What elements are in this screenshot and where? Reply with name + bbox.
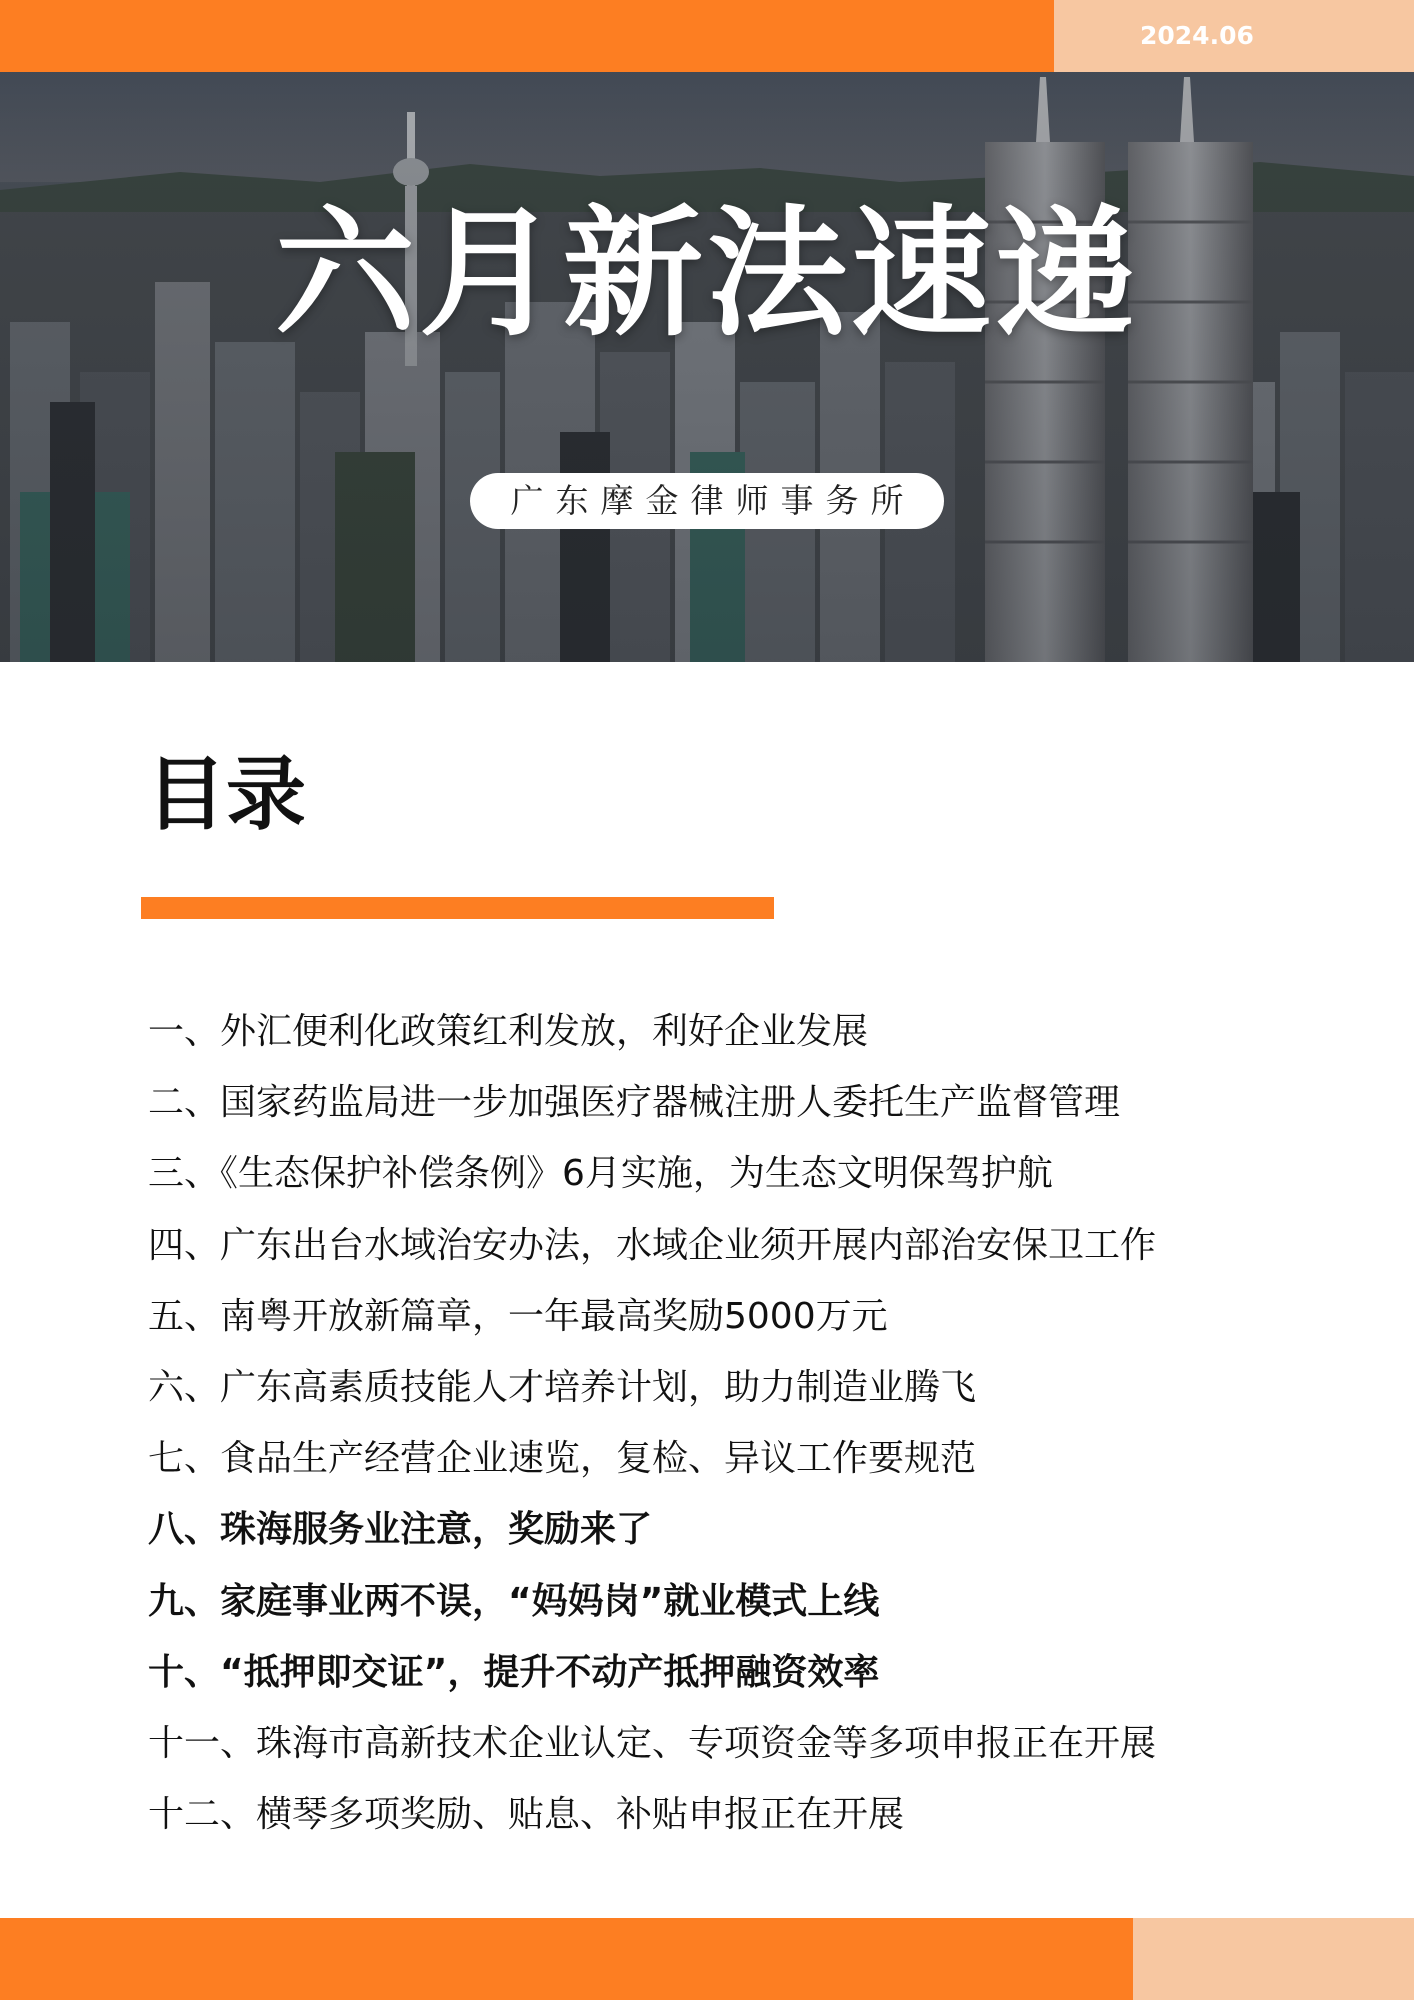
toc-item[interactable]: 十二、横琴多项奖励、贴息、补贴申报正在开展 [148, 1794, 905, 1836]
toc-item[interactable]: 七、食品生产经营企业速览，复检、异议工作要规范 [148, 1438, 977, 1480]
toc-item[interactable]: 三、《生态保护补偿条例》6月实施，为生态文明保驾护航 [148, 1153, 1053, 1195]
hero-title: 六月新法速递 [274, 193, 1139, 356]
issue-date: 2024.06 [1140, 21, 1254, 50]
toc-item[interactable]: 五、南粤开放新篇章，一年最高奖励5000万元 [148, 1295, 888, 1337]
hero-banner [0, 72, 1414, 662]
toc-item[interactable]: 十一、珠海市高新技术企业认定、专项资金等多项申报正在开展 [148, 1722, 1157, 1764]
bottom-accent-bar-light [1133, 1918, 1414, 2000]
toc-item[interactable]: 六、广东高素质技能人才培养计划，助力制造业腾飞 [148, 1366, 977, 1408]
toc-item[interactable]: 四、广东出台水域治安办法，水域企业须开展内部治安保卫工作 [148, 1224, 1157, 1266]
toc-item[interactable]: 一、外汇便利化政策红利发放，利好企业发展 [148, 1011, 869, 1052]
toc-heading: 目录 [146, 748, 306, 841]
toc-item[interactable]: 八、珠海服务业注意，奖励来了 [148, 1509, 653, 1551]
bottom-accent-bar [0, 1918, 1133, 2000]
top-accent-bar [0, 0, 1054, 72]
toc-item[interactable]: 九、家庭事业两不误，“妈妈岗”就业模式上线 [148, 1580, 880, 1622]
city-skyline-image [0, 72, 1414, 662]
toc-divider [141, 897, 774, 919]
toc-item[interactable]: 十、“抵押即交证”，提升不动产抵押融资效率 [148, 1651, 880, 1693]
toc-list [148, 996, 1388, 1850]
toc-item[interactable]: 二、国家药监局进一步加强医疗器械注册人委托生产监督管理 [148, 1082, 1121, 1124]
firm-name-badge: 广东摩金律师事务所 [470, 473, 944, 529]
